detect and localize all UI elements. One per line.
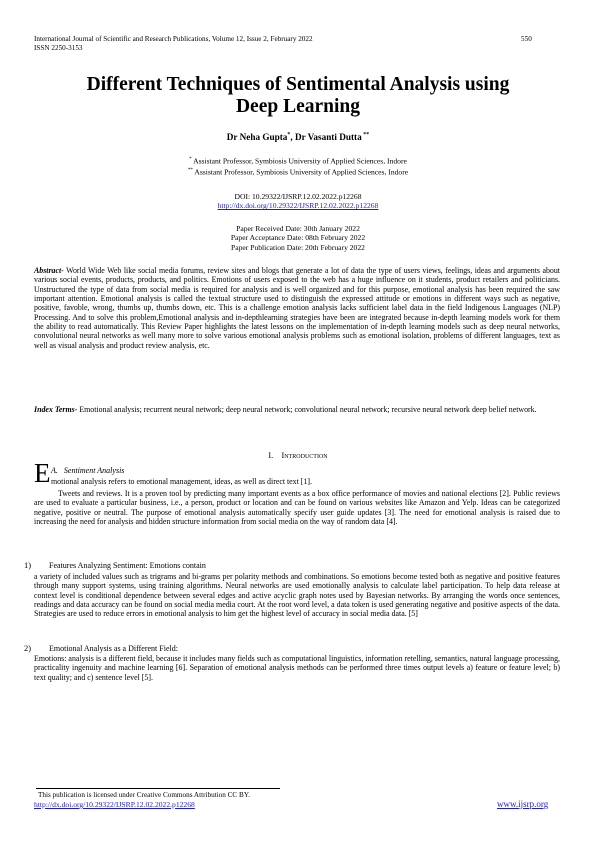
section-title: Introduction xyxy=(281,451,328,460)
received-date: Paper Received Date: 30th January 2022 xyxy=(236,224,360,233)
item-1-title: Features Analyzing Sentiment: Emotions contain xyxy=(49,561,206,570)
paper-dates xyxy=(0,224,596,252)
index-terms-text: - Emotional analysis; recurrent neural network; deep neural network; convolutional neural network; recursive neural network deep belief network. xyxy=(74,405,537,414)
doi-link[interactable]: http://dx.doi.org/10.29322/IJSRP.12.02.2022.p12268 xyxy=(217,201,379,211)
abstract-text: World Wide Web like social media forums, review sites and blogs that generate a lot of data the type of users views, feelings, ideas and arguments about various social events, products, products, and politics. Emotions of users exposed to the web has a huge influence on it students, product retailers and politicians. Unstructured the type of data from social media is required for analysis and is well organized and for this purpose, emotional analysis has been required the saw important attention. Emotional analysis is called the textual structure used to distinguish the expressed attitude or emotions in different ways such as negative, positive, favoble, wrong, thumbs up, thumbs down, etc. This is a challenge emotion analysis lacks sufficient label data in the field Indigenous Languages (NLP) Processing. And to solve this problem,Emotional analysis and in-depthlearning strategies have been are integrated because in-depth learning models work for them the ability to read automatically. This Review Paper highlights the latest lessons on the implementation of in-depth learning models such as deep neural networks, convolutional neural networks as well many more to solve various emotional analysis problems such as emotional isolation, problems of different languages, text as well as visual analysis and product review analysis, etc. xyxy=(34,266,560,350)
footer-doi-link[interactable]: http://dx.doi.org/10.29322/IJSRP.12.02.2022.p12268 xyxy=(34,800,195,809)
item-2-title: Emotional Analysis as a Different Field: xyxy=(49,644,178,653)
subsection-heading xyxy=(51,466,124,475)
journal-site-link[interactable]: www.ijsrp.org xyxy=(497,799,549,809)
doi-label: DOI: 10.29322/IJSRP.12.02.2022.p12268 xyxy=(234,192,362,201)
author-2: Dr Vasanti Dutta xyxy=(294,132,362,143)
license-note: This publication is licensed under Creative Commons Attribution CC BY. xyxy=(38,791,250,799)
title-line-2: Deep Learning xyxy=(235,96,361,117)
affiliation-1 xyxy=(0,155,596,166)
author-separator: , xyxy=(290,132,295,143)
author-2-mark: ** xyxy=(361,132,370,138)
item-1-body: a variety of included values such as trigrams and bi-grams per polarity methods and combinations. So emotions become tested both as negative and positive features through many support systems, using training algorithms. Neural networks are used emotionally analysis to calculate label participation. To help data release at context level is conditional dependence between several edges and active acyclic graph notes used by Bayesian networks. By arranging the words once sentences, readings and data accuracy can be found on social media media court. At the root word level, a data token is used generating negative and positive aspects of the data. Strategies are used to reduce errors in emotional analysis to him get the highest level of accuracy in social media data. [5] xyxy=(34,572,560,619)
item-2-body: Emotions: analysis is a different field, because it includes many fields such as computational linguistics, information retelling, semantics, natural language processing, practicality ingenuity and machine learning [6]. Separation of emotional analysis methods can be performed three times output levels a) feature or feature level; b) text quality; and c) sentence level [5]. xyxy=(34,654,560,682)
title-line-1: Different Techniques of Sentimental Analysis using xyxy=(86,74,510,95)
footer-divider xyxy=(36,788,280,789)
affiliation-2-text: Assistant Professor, Symbiosis University of Applied Sciences, Indore xyxy=(192,167,409,177)
affiliations xyxy=(0,155,596,177)
journal-header: International Journal of Scientific and Research Publications, Volume 12, Issue 2, February 2022 xyxy=(34,35,313,43)
affiliation-2-mark: ** xyxy=(187,167,193,173)
subsection-paragraph: Tweets and reviews. It is a proven tool by predicting many important events as a box office performance of movies and national elections [2]. Public reviews are used to evaluate a particular business, i.e., a person, product or location and can be found on various websites like Amazon and Yelp. Ideas can be categorized negative, positive or neutral. The purpose of emotional analysis automatically specify user guide updates [3]. The need for emotional analysis is raised due to increasing the need for analysis and hidden structure information from social media on the way of random data [4]. xyxy=(34,489,560,527)
affiliation-2 xyxy=(0,166,596,177)
page-number: 550 xyxy=(521,35,532,43)
subsection-title: Sentiment Analysis xyxy=(63,466,125,475)
accepted-date: Paper Acceptance Date: 08th February 2022 xyxy=(230,233,366,243)
published-date: Paper Publication Date: 20th February 2022 xyxy=(231,242,365,252)
abstract-label: Abstract- xyxy=(34,266,64,275)
item-2-number: 2) xyxy=(24,644,31,653)
drop-cap xyxy=(34,458,51,488)
author-1-mark: * xyxy=(287,132,291,138)
paper-title xyxy=(0,74,596,118)
affiliation-1-mark: * xyxy=(189,157,192,162)
author-1: Dr Neha Gupta xyxy=(226,132,288,143)
index-terms xyxy=(34,405,560,414)
abstract xyxy=(34,266,560,350)
issn: ISSN 2250-3153 xyxy=(34,44,83,52)
section-heading xyxy=(0,451,596,460)
subsection-label: A. xyxy=(51,466,58,475)
subsection-first-line: motional analysis refers to emotional management, ideas, as well as direct text [1]. xyxy=(51,477,312,486)
authors xyxy=(0,132,596,142)
index-terms-label: Index Terms xyxy=(34,405,75,414)
doi-block xyxy=(0,192,596,211)
section-numeral: I. xyxy=(268,451,274,460)
affiliation-1-text: Assistant Professor, Symbiosis University of Applied Sciences, Indore xyxy=(191,156,407,166)
drop-cap-letter: E xyxy=(34,458,51,488)
subsection-body xyxy=(34,489,560,526)
item-1-number: 1) xyxy=(24,561,31,570)
